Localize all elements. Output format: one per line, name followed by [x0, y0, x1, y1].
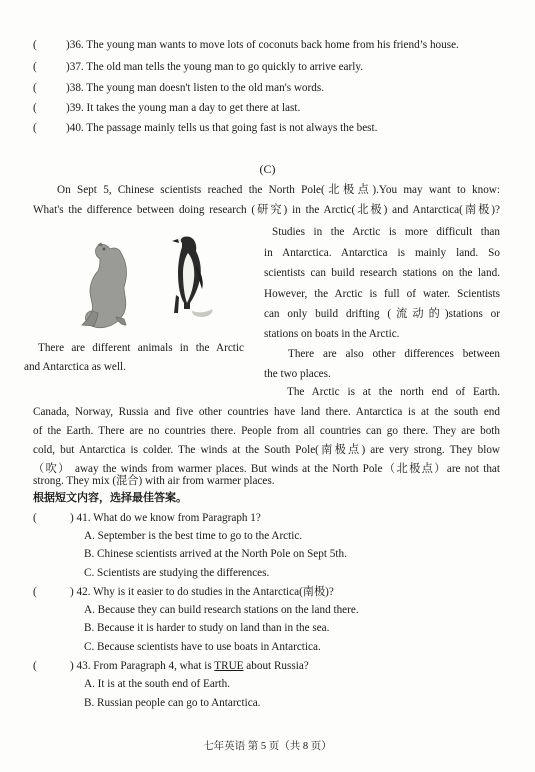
section-title: (C) [259, 162, 276, 176]
tf-38-text: )38. The young man doesn't listen to the old man's words. [66, 82, 325, 94]
tf-37-paren: ( [33, 61, 37, 73]
q41-paren: ( [33, 512, 37, 524]
paragraph-4-line-5: （吹） away the winds from warmer places. But winds at the North Pole（北极点）are not that [33, 463, 500, 475]
q42-option-c: C. Because scientists have to use boats in Antarctica. [84, 641, 321, 653]
q41-option-b: B. Chinese scientists arrived at the North Pole on Sept 5th. [84, 548, 347, 560]
q42-text: ) 42. Why is it easier to do studies in the Antarctica(南极)? [70, 586, 334, 598]
q41-option-a: A. September is the best time to go to the Arctic. [84, 530, 303, 542]
right-column-line-1: Studies in the Arctic is more difficult than [272, 226, 500, 238]
right-column-line-4: However, the Arctic is full of water. Scientists [264, 288, 500, 300]
q42-paren: ( [33, 586, 37, 598]
polar-animals-image [64, 225, 254, 335]
paragraph-4-line-1: The Arctic is at the north end of Earth. [287, 386, 500, 398]
polar-bear-icon [82, 243, 126, 328]
paragraph-4-line-2: Canada, Norway, Russia and five other countries have land there. Antarctica is at the south end [33, 406, 500, 418]
q43-text-underlined: TRUE [214, 660, 244, 672]
image-caption-line-2: and Antarctica as well. [24, 361, 126, 373]
q42-option-b: B. Because it is harder to study on land than in the sea. [84, 622, 330, 634]
paragraph-4-line-6: strong. They mix (混合) with air from warmer places. [33, 475, 275, 487]
paragraph-4-line-4: cold, but Antarctica is colder. The winds at the South Pole(南极点) are very strong. They blow [33, 444, 500, 456]
tf-36-text: )36. The young man wants to move lots of coconuts back home from his friend’s house. [66, 39, 459, 51]
tf-37-text: )37. The old man tells the young man to go quickly to arrive early. [66, 61, 364, 73]
q42-option-a: A. Because they can build research stations on the land there. [84, 604, 359, 616]
paragraph-3-line-2: the two places. [264, 368, 331, 380]
tf-36-paren: ( [33, 39, 37, 51]
tf-39-paren: ( [33, 102, 37, 114]
paragraph-1-line-1: On Sept 5, Chinese scientists reached the North Pole(北极点).You may want to know: [57, 184, 500, 196]
page-footer: 七年英语 第 5 页（共 8 页） [203, 741, 332, 752]
q43-text-post: about Russia? [243, 660, 309, 672]
tf-38-paren: ( [33, 82, 37, 94]
right-column-line-3: scientists can build research stations on the land. [264, 267, 500, 279]
tf-40-paren: ( [33, 122, 37, 134]
q43-option-a: A. It is at the south end of Earth. [84, 678, 231, 690]
image-caption-line-1: There are different animals in the Arctic [38, 342, 244, 354]
tf-40-text: )40. The passage mainly tells us that going fast is not always the best. [66, 122, 378, 134]
right-column-line-2: in Antarctica. Antarctica is mainly land. So [264, 247, 500, 259]
q41-option-c: C. Scientists are studying the differences. [84, 567, 270, 579]
paragraph-1-line-2: What's the difference between doing research (研究) in the Arctic(北极) and Antarctica(南极)? [33, 204, 500, 216]
paragraph-4-line-3: of the Earth. There are no countries there. People from all countries can go there. They are both [33, 425, 500, 437]
tf-39-text: )39. It takes the young man a day to get there at last. [66, 102, 301, 114]
q43-text-pre: ) 43. From Paragraph 4, what is [70, 660, 215, 672]
paragraph-3-line-1: There are also other differences between [288, 348, 500, 360]
q43-option-b: B. Russian people can go to Antarctica. [84, 697, 261, 709]
penguin-icon [172, 236, 212, 317]
q41-text: ) 41. What do we know from Paragraph 1? [70, 512, 261, 524]
right-column-line-5: can only build drifting (流动的)stations or [264, 308, 500, 320]
instruction-heading: 根据短文内容，选择最佳答案。 [33, 491, 187, 504]
right-column-line-6: stations on boats in the Arctic. [264, 328, 400, 340]
q43-text [70, 659, 309, 673]
q43-paren: ( [33, 660, 37, 672]
